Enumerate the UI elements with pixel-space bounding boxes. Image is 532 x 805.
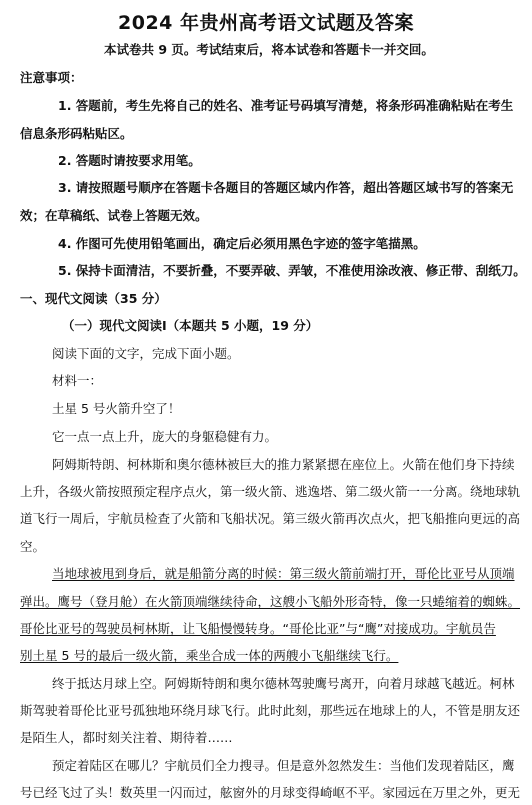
passage-line: 是陌生人，都时刻关注着、期待着…… [20,730,233,745]
passage-line: 预定着陆区在哪儿？宇航员们全力搜寻。但是意外忽然发生：当他们发现着陆区，鹰 [52,758,515,773]
passage-line-underlined: 当地球被甩到身后，就是船箭分离的时候：第三级火箭前端打开，哥伦比亚号从顶端 [52,566,515,581]
notice-item-5: 5. 保持卡面清洁，不要折叠，不要弄破、弄皱，不准使用涂改液、修正带、刮纸刀。 [58,263,526,278]
notice-item-1-cont: 信息条形码粘贴区。 [20,126,133,141]
intro-text: 本试卷共 9 页。考试结束后，将本试卷和答题卡一并交回。 [104,42,434,57]
instruction-text: 阅读下面的文字，完成下面小题。 [52,346,240,361]
notice-item-4: 4. 作图可先使用铅笔画出，确定后必须用黑色字迹的签字笔描黑。 [58,236,426,251]
notice-item-2: 2. 答题时请按要求用笔。 [58,153,201,168]
passage-line: 空。 [20,539,46,554]
passage-line: 号已经飞过了头！数英里一闪而过，舷窗外的月球变得崎岖不平。家园远在万里之外，更无 [20,785,521,800]
passage-line-underlined: 弹出。鹰号（登月舱）在火箭顶端继续待命，这艘小飞船外形奇特，像一只蜷缩着的蜘蛛。 [20,594,521,609]
notice-item-3-cont: 效；在草稿纸、试卷上答题无效。 [20,208,208,223]
passage-line: 土星 5 号火箭升空了！ [52,401,181,416]
subsection-heading: （一）现代文阅读Ⅰ（本题共 5 小题，19 分） [62,318,319,333]
passage-line-underlined: 别土星 5 号的最后一级火箭，乘坐合成一体的两艘小飞船继续飞行。 [20,648,399,663]
passage-line: 斯驾驶着哥伦比亚号孤独地环绕月球飞行。此时此刻，那些远在地球上的人，不管是朋友还 [20,703,521,718]
notice-item-3: 3. 请按照题号顺序在答题卡各题目的答题区域内作答，超出答题区域书写的答案无 [58,180,514,195]
passage-line: 终于抵达月球上空。阿姆斯特朗和奥尔德林驾驶鹰号离开，向着月球越飞越近。柯林 [52,676,515,691]
document-title: 2024 年贵州高考语文试题及答案 [118,12,414,34]
passage-line: 它一点一点上升，庞大的身躯稳健有力。 [52,429,278,444]
passage-line: 上升，各级火箭按照预定程序点火，第一级火箭、逃逸塔、第二级火箭一一分离。绕地球轨 [20,484,521,499]
passage-line-underlined: 哥伦比亚号的驾驶员柯林斯，让飞船慢慢转身。“哥伦比亚”与“鹰”对接成功。宇航员告 [20,621,496,636]
passage-line: 道飞行一周后，宇航员检查了火箭和飞船状况。第三级火箭再次点火，把飞船推向更远的高 [20,511,521,526]
passage-line: 阿姆斯特朗、柯林斯和奥尔德林被巨大的推力紧紧摁在座位上。火箭在他们身下持续 [52,457,515,472]
notice-item-1: 1. 答题前，考生先将自己的姓名、准考证号码填写清楚，将条形码准确粘贴在考生 [58,98,514,113]
section-heading: 一、现代文阅读（35 分） [20,291,167,306]
material-label: 材料一： [52,373,103,388]
notice-heading: 注意事项： [20,70,83,85]
